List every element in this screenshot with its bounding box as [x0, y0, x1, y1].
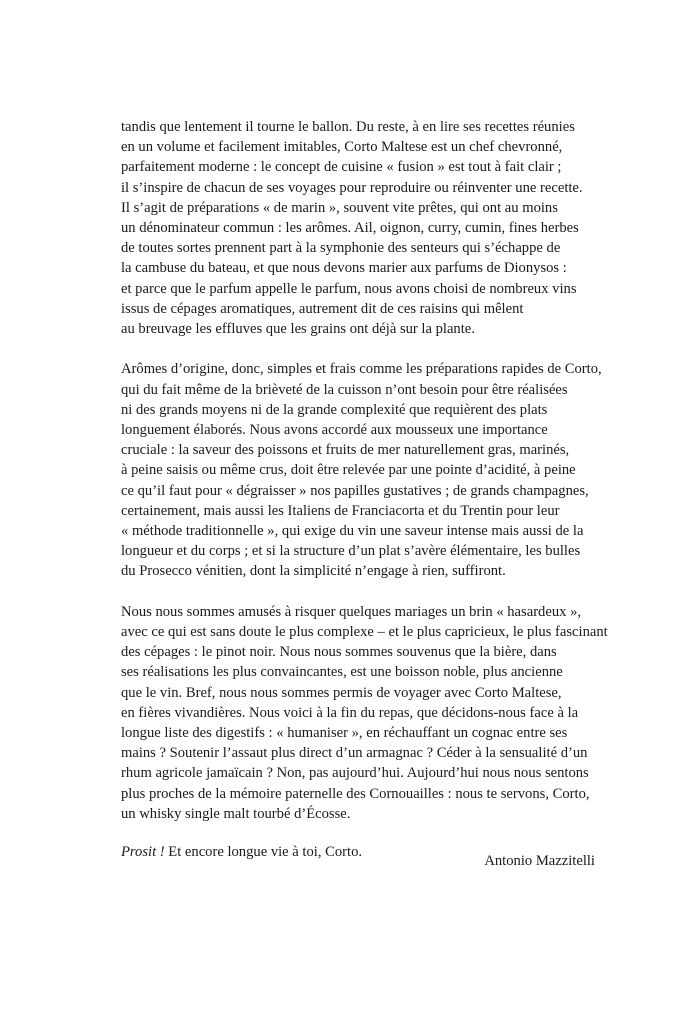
- text-line: ses réalisations les plus convaincantes, est une boisson noble, plus ancienne: [121, 664, 563, 681]
- closing-rest: Et encore longue vie à toi, Corto.: [164, 844, 363, 861]
- text-line: longuement élaborés. Nous avons accordé aux mousseux une importance: [121, 422, 548, 439]
- text-line: de toutes sortes prennent part à la symphonie des senteurs qui s’échappe de: [121, 240, 561, 257]
- paragraph-1: [121, 117, 581, 339]
- text-line: en un volume et facilement imitables, Corto Maltese est un chef chevronné,: [121, 139, 563, 156]
- text-line: Nous nous sommes amusés à risquer quelques mariages un brin « hasardeux »,: [121, 603, 582, 620]
- text-line: en fières vivandières. Nous voici à la fin du repas, que décidons-nous face à la: [121, 704, 579, 721]
- text-line: des cépages : le pinot noir. Nous nous sommes souvenus que la bière, dans: [121, 644, 557, 661]
- text-line: du Prosecco vénitien, dont la simplicité n’engage à rien, suffiront.: [121, 563, 506, 580]
- closing-italic: Prosit !: [121, 844, 165, 861]
- text-line: tandis que lentement il tourne le ballon. Du reste, à en lire ses recettes réunies: [121, 119, 575, 135]
- text-line: il s’inspire de chacun de ses voyages pour reproduire ou réinventer une recette.: [121, 179, 583, 196]
- text-line: la cambuse du bateau, et que nous devons marier aux parfums de Dionysos :: [121, 260, 567, 277]
- text-line: et parce que le parfum appelle le parfum, nous avons choisi de nombreux vins: [121, 280, 577, 297]
- text-line: un dénominateur commun : les arômes. Ail, oignon, curry, cumin, fines herbes: [121, 220, 579, 237]
- text-line: ce qu’il faut pour « dégraisser » nos papilles gustatives ; de grands champagnes,: [121, 482, 589, 499]
- paragraph-3: [121, 602, 608, 824]
- author-signature: Antonio Mazzitelli: [484, 853, 595, 869]
- text-line: longue liste des digestifs : « humaniser », en réchauffant un cognac entre ses: [121, 725, 568, 742]
- text-line: un whisky single malt tourbé d’Écosse.: [121, 805, 351, 822]
- text-line: rhum agricole jamaïcain ? Non, pas aujourd’hui. Aujourd’hui nous nous sentons: [121, 765, 589, 782]
- text-line: certainement, mais aussi les Italiens de Franciacorta et du Trentin pour leur: [121, 502, 560, 519]
- text-line: à peine saisis ou même crus, doit être relevée par une pointe d’acidité, à peine: [121, 462, 576, 479]
- text-line: avec ce qui est sans doute le plus complexe – et le plus capricieux, le plus fascinant: [121, 624, 608, 641]
- text-line: longueur et du corps ; et si la structure d’un plat s’avère élémentaire, les bulles: [121, 543, 581, 560]
- text-line: parfaitement moderne : le concept de cuisine « fusion » est tout à fait clair ;: [121, 159, 562, 176]
- text-line: ni des grands moyens ni de la grande complexité que requièrent des plats: [121, 401, 548, 418]
- text-line: plus proches de la mémoire paternelle des Cornouailles : nous te servons, Corto,: [121, 785, 590, 802]
- text-line: que le vin. Bref, nous nous sommes permis de voyager avec Corto Maltese,: [121, 684, 562, 701]
- text-line: au breuvage les effluves que les grains ont déjà sur la plante.: [121, 321, 475, 338]
- text-line: cruciale : la saveur des poissons et fruits de mer naturellement gras, marinés,: [121, 442, 570, 459]
- paragraph-2: [121, 359, 602, 581]
- text-line: Il s’agit de préparations « de marin », souvent vite prêtes, qui ont au moins: [121, 199, 558, 216]
- text-line: qui du fait même de la brièveté de la cuisson n’ont besoin pour être réalisées: [121, 381, 568, 398]
- body-text: [121, 117, 608, 882]
- text-line: Arômes d’origine, donc, simples et frais comme les préparations rapides de Corto,: [121, 361, 602, 378]
- text-line: « méthode traditionnelle », qui exige du vin une saveur intense mais aussi de la: [121, 523, 584, 540]
- text-line: issus de cépages aromatiques, autrement dit de ces raisins qui mêlent: [121, 300, 524, 317]
- text-line: mains ? Soutenir l’assaut plus direct d’un armagnac ? Céder à la sensualité d’un: [121, 745, 588, 762]
